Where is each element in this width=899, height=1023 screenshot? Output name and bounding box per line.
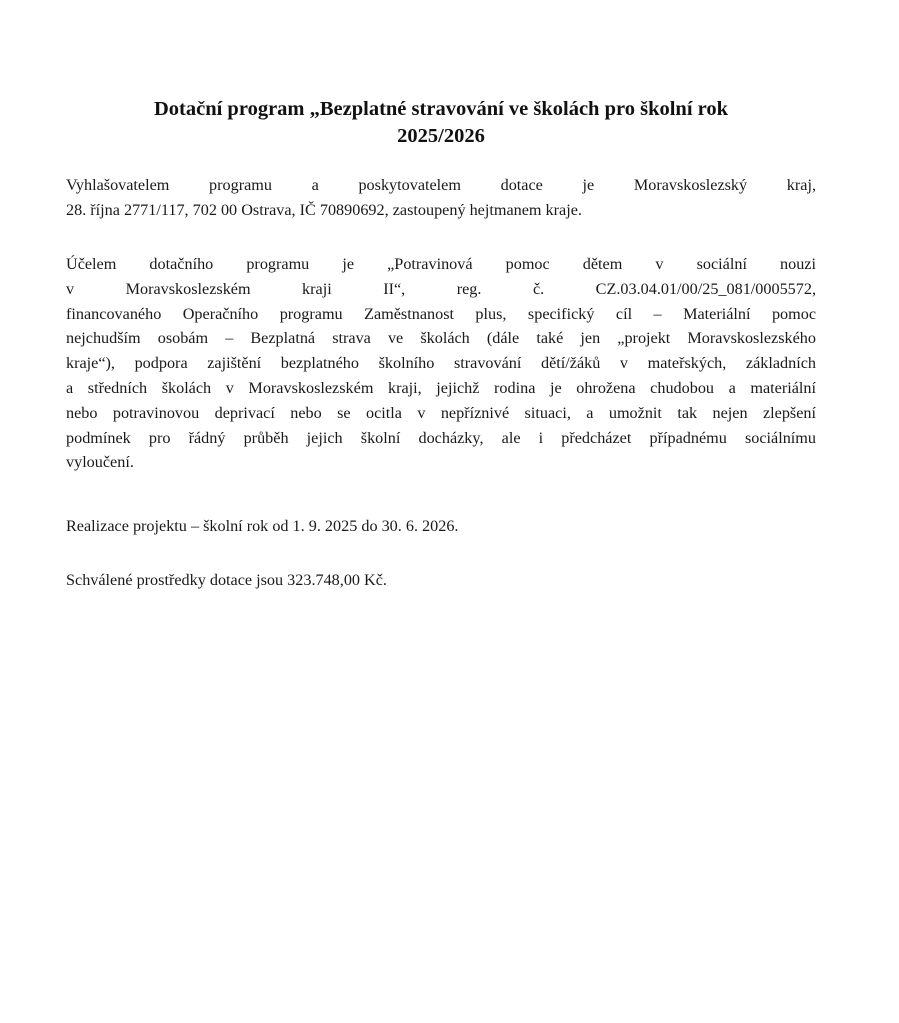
paragraph-line: vyloučení.: [66, 453, 134, 472]
paragraph-line: Účelem dotačního programu je „Potravinová pomoc dětem v sociální nouzi: [66, 255, 816, 273]
realization-paragraph: [66, 514, 816, 539]
document-title: [66, 96, 816, 150]
funds-paragraph: [66, 568, 816, 593]
paragraph-line: Realizace projektu – školní rok od 1. 9. 2025 do 30. 6. 2026.: [66, 517, 459, 535]
paragraph-line: 28. října 2771/117, 702 00 Ostrava, IČ 70890692, zastoupený hejtmanem kraje.: [66, 200, 582, 219]
paragraph-line: podmínek pro řádný průběh jejich školní docházky, ale i předcházet případnému sociálnímu: [66, 428, 816, 447]
paragraph-line: nejchudším osobám – Bezplatná strava ve školách (dále také jen „projekt Moravskoslezského: [66, 329, 816, 348]
purpose-paragraph: [66, 252, 816, 475]
paragraph-line: financovaného Operačního programu Zaměstnanost plus, specifický cíl – Materiální pomoc: [66, 304, 816, 323]
announcer-paragraph: [66, 173, 816, 223]
title-line: 2025/2026: [397, 125, 485, 147]
title-line: Dotační program „Bezplatné stravování ve školách pro školní rok: [153, 98, 729, 120]
paragraph-line: kraje“), podpora zajištění bezplatného školního stravování dětí/žáků v mateřských, základních: [66, 354, 816, 373]
paragraph-line: a středních školách v Moravskoslezském kraji, jejichž rodina je ohrožena chudobou a materiální: [66, 378, 816, 397]
paragraph-line: v Moravskoslezském kraji II“, reg. č. CZ.03.04.01/00/25_081/0005572,: [66, 279, 816, 298]
paragraph-line: Vyhlašovatelem programu a poskytovatelem dotace je Moravskoslezský kraj,: [66, 176, 816, 194]
paragraph-line: nebo potravinovou deprivací nebo se ocitla v nepříznivé situaci, a umožnit tak nejen zlepšení: [66, 403, 816, 422]
paragraph-line: Schválené prostředky dotace jsou 323.748,00 Kč.: [66, 571, 387, 589]
